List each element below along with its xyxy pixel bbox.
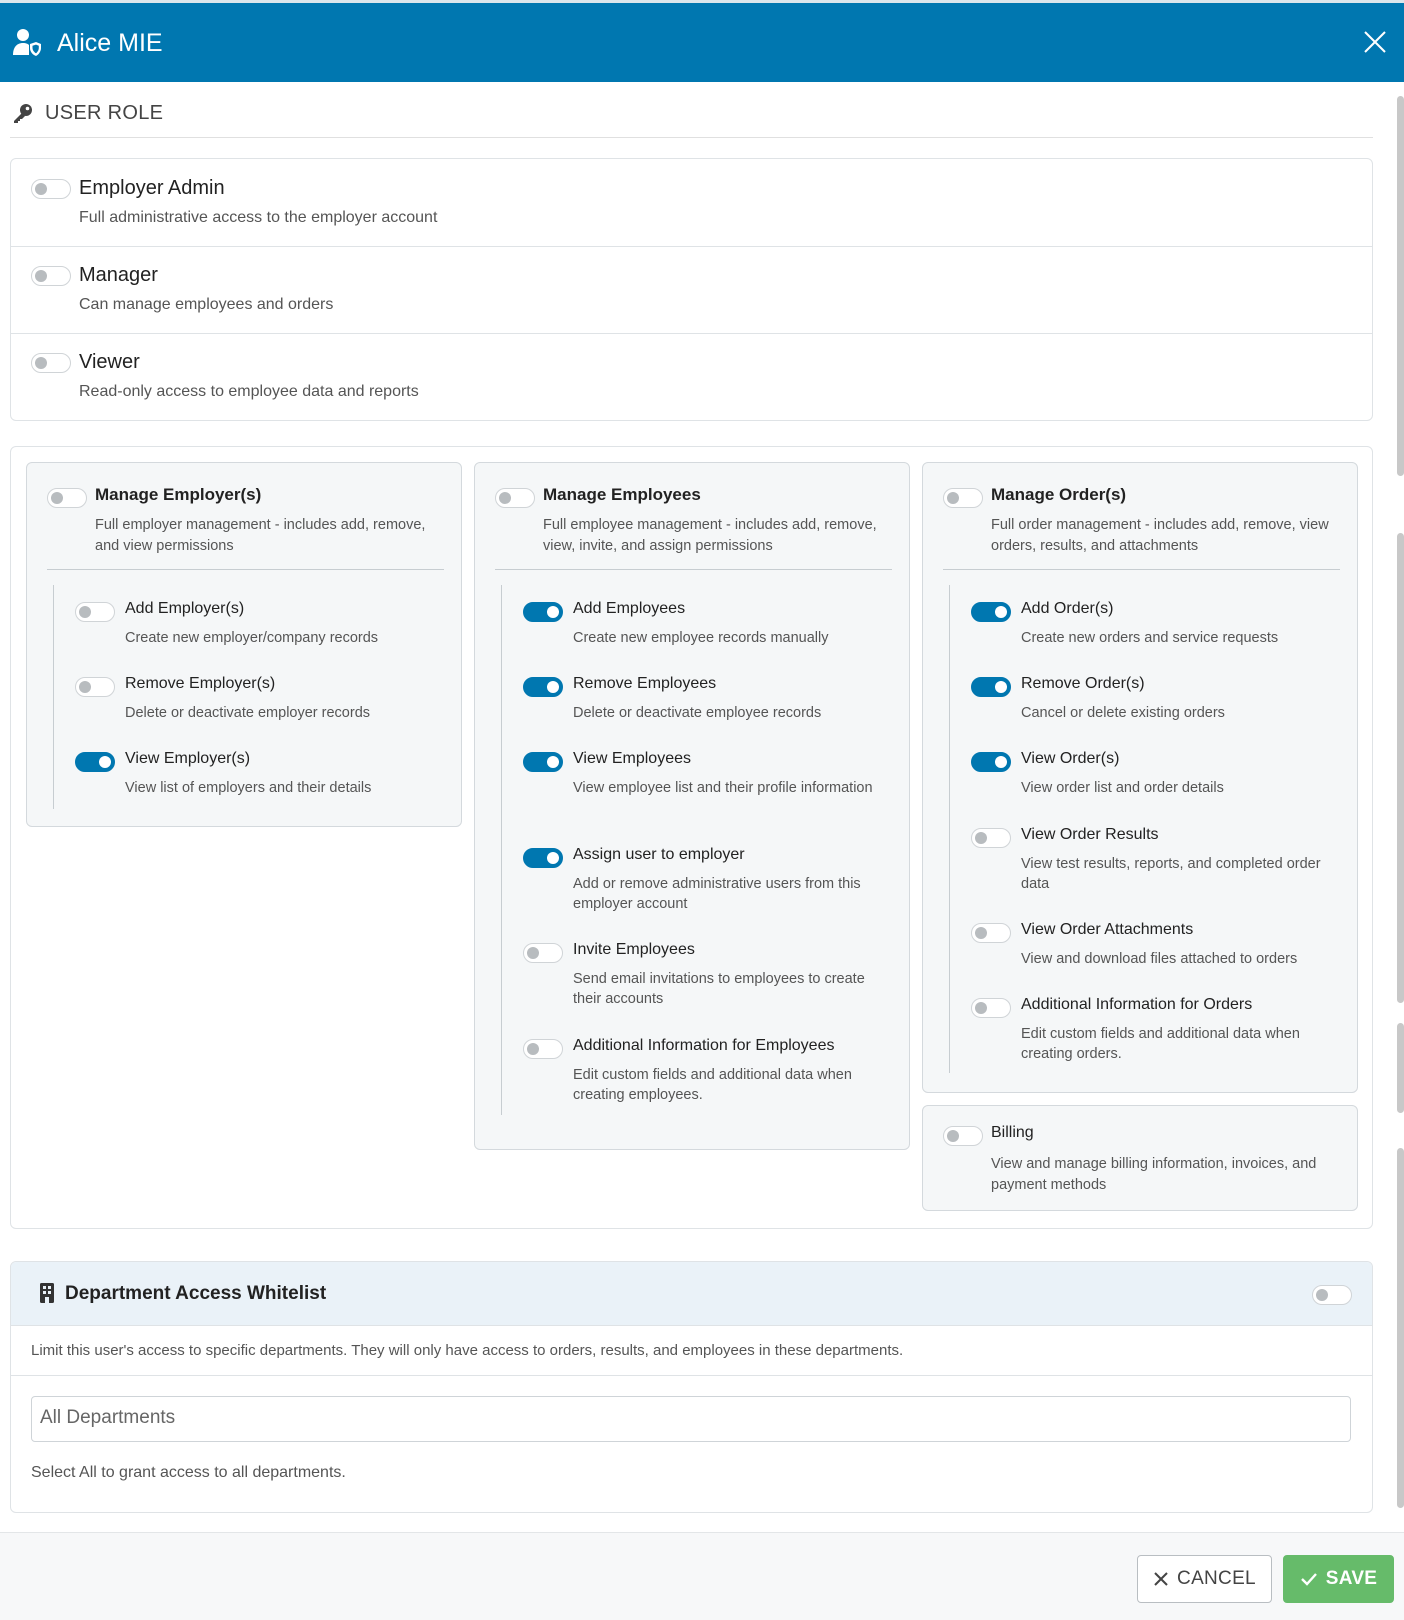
modal-footer (0, 1532, 1404, 1620)
role-description: Read-only access to employee data and reports (79, 383, 419, 400)
manage-employees-card (474, 462, 910, 1150)
permission-name: View Employer(s) (125, 750, 251, 767)
card-title: Billing (991, 1124, 1034, 1141)
permission-description: View and download files attached to orders (1021, 951, 1298, 967)
user-role-section-header (10, 100, 1373, 138)
permission-toggle[interactable] (971, 828, 1011, 848)
role-option-viewer[interactable] (11, 333, 1372, 421)
permission-description: View test results, reports, and completed order data (1021, 856, 1321, 892)
modal-body (0, 82, 1396, 1532)
toggle-knob (547, 606, 559, 618)
permission-description: Create new orders and service requests (1021, 630, 1279, 646)
card-divider (47, 569, 444, 570)
role-toggle[interactable] (31, 266, 71, 286)
role-toggle[interactable] (31, 353, 71, 373)
permission-toggle[interactable] (971, 998, 1011, 1018)
divider (11, 1375, 1372, 1376)
permission-toggle[interactable] (523, 1039, 563, 1059)
permission-name: View Order Attachments (1021, 921, 1194, 938)
permission-name: Add Order(s) (1021, 600, 1114, 617)
indent-line (53, 585, 54, 809)
user-shield-icon (12, 27, 42, 57)
toggle-knob (51, 492, 63, 504)
permission-toggle[interactable] (523, 677, 563, 697)
permission-name: View Order(s) (1021, 750, 1120, 767)
save-button[interactable] (1283, 1555, 1394, 1603)
role-toggle[interactable] (31, 179, 71, 199)
permission-name: Additional Information for Employees (573, 1037, 835, 1054)
billing-toggle[interactable] (943, 1126, 983, 1146)
permission-description: Create new employee records manually (573, 630, 829, 646)
close-icon[interactable] (1362, 29, 1388, 55)
manage-employers-toggle[interactable] (47, 488, 87, 508)
manage-orders-card (922, 462, 1358, 1093)
permission-toggle[interactable] (971, 677, 1011, 697)
permission-name: Add Employer(s) (125, 600, 245, 617)
scrollbar[interactable] (1396, 88, 1404, 1528)
permission-name: Remove Order(s) (1021, 675, 1145, 692)
card-title: Manage Order(s) (991, 485, 1127, 504)
toggle-knob (499, 492, 511, 504)
toggle-knob (79, 681, 91, 693)
permission-description: Delete or deactivate employee records (573, 705, 822, 721)
toggle-knob (947, 492, 959, 504)
permission-toggle[interactable] (971, 752, 1011, 772)
toggle-knob (1316, 1289, 1328, 1301)
role-list (10, 158, 1373, 421)
permission-toggle[interactable] (523, 752, 563, 772)
permission-toggle[interactable] (75, 752, 115, 772)
save-label: SAVE (1325, 1568, 1378, 1589)
permission-name: Remove Employees (573, 675, 717, 692)
toggle-knob (995, 606, 1007, 618)
permission-name: Additional Information for Orders (1021, 996, 1253, 1013)
permissions-panel (10, 446, 1373, 1229)
toggle-knob (995, 681, 1007, 693)
toggle-knob (547, 756, 559, 768)
toggle-knob (35, 270, 47, 282)
permission-description: Edit custom fields and additional data when creating employees. (573, 1067, 852, 1103)
indent-line (501, 585, 502, 1115)
toggle-knob (995, 756, 1007, 768)
role-name: Employer Admin (79, 177, 225, 199)
section-title: USER ROLE (45, 102, 164, 124)
scrollbar-thumb[interactable] (1397, 1148, 1404, 1508)
role-option-employer-admin[interactable] (11, 159, 1372, 247)
permission-toggle[interactable] (75, 677, 115, 697)
toggle-knob (99, 756, 111, 768)
key-icon (12, 102, 34, 124)
toggle-knob (547, 681, 559, 693)
manage-orders-toggle[interactable] (943, 488, 983, 508)
whitelist-title: Department Access Whitelist (65, 1283, 327, 1304)
whitelist-help-text: Select All to grant access to all departments. (31, 1464, 346, 1481)
permission-description: Add or remove administrative users from this employer account (573, 876, 861, 912)
department-whitelist-section (10, 1261, 1373, 1513)
permission-name: View Employees (573, 750, 691, 767)
permission-toggle[interactable] (523, 943, 563, 963)
permission-toggle[interactable] (971, 923, 1011, 943)
permission-description: View employee list and their profile information (573, 780, 873, 796)
toggle-knob (35, 357, 47, 369)
permission-name: Invite Employees (573, 941, 695, 958)
permission-description: Create new employer/company records (125, 630, 379, 646)
permission-name: View Order Results (1021, 826, 1159, 843)
card-description: Full order management - includes add, remove, view orders, results, and attachments (991, 517, 1329, 554)
scrollbar-thumb[interactable] (1397, 96, 1404, 476)
building-icon (39, 1282, 55, 1304)
indent-line (949, 585, 950, 1073)
permission-description: Delete or deactivate employer records (125, 705, 371, 721)
permission-toggle[interactable] (523, 602, 563, 622)
role-option-manager[interactable] (11, 246, 1372, 334)
card-description: View and manage billing information, invoices, and payment methods (991, 1156, 1317, 1193)
permission-description: View order list and order details (1021, 780, 1224, 796)
role-name: Manager (79, 264, 158, 286)
role-description: Full administrative access to the employer account (79, 209, 438, 226)
check-icon (1300, 1571, 1318, 1587)
toggle-knob (975, 927, 987, 939)
card-title: Manage Employees (543, 485, 701, 504)
permission-toggle[interactable] (523, 848, 563, 868)
permission-toggle[interactable] (971, 602, 1011, 622)
toggle-knob (527, 947, 539, 959)
toggle-knob (527, 1043, 539, 1055)
permission-description: View list of employers and their details (125, 780, 372, 796)
toggle-knob (975, 832, 987, 844)
toggle-knob (79, 606, 91, 618)
scrollbar-thumb[interactable] (1397, 533, 1404, 1003)
permission-description: Send email invitations to employees to create their accounts (573, 971, 865, 1007)
manage-employers-card (26, 462, 462, 827)
scrollbar-thumb[interactable] (1397, 1023, 1404, 1113)
whitelist-header (11, 1262, 1372, 1326)
toggle-knob (35, 183, 47, 195)
card-description: Full employee management - includes add, remove, view, invite, and assign permissions (543, 517, 877, 554)
close-icon (1153, 1571, 1169, 1587)
toggle-knob (547, 852, 559, 864)
permission-name: Assign user to employer (573, 846, 745, 863)
card-divider (943, 569, 1340, 570)
toggle-knob (947, 1130, 959, 1142)
permission-name: Remove Employer(s) (125, 675, 276, 692)
whitelist-toggle[interactable] (1312, 1285, 1352, 1305)
toggle-knob (975, 1002, 987, 1014)
billing-card (922, 1105, 1358, 1211)
manage-employees-toggle[interactable] (495, 488, 535, 508)
card-divider (495, 569, 892, 570)
cancel-label: CANCEL (1177, 1568, 1256, 1589)
modal-title: Alice MIE (57, 29, 163, 57)
permission-name: Add Employees (573, 600, 686, 617)
permission-description: Edit custom fields and additional data when creating orders. (1021, 1026, 1300, 1062)
modal-header (0, 0, 1404, 82)
card-title: Manage Employer(s) (95, 485, 262, 504)
role-description: Can manage employees and orders (79, 296, 334, 313)
permission-description: Cancel or delete existing orders (1021, 705, 1225, 721)
department-select[interactable]: All Departments (31, 1396, 1351, 1442)
whitelist-description: Limit this user's access to specific departments. They will only have access to orders, results, and employees in these departments. (31, 1342, 904, 1359)
cancel-button[interactable] (1137, 1555, 1272, 1603)
permission-toggle[interactable] (75, 602, 115, 622)
role-name: Viewer (79, 351, 140, 373)
card-description: Full employer management - includes add, remove, and view permissions (95, 517, 426, 554)
